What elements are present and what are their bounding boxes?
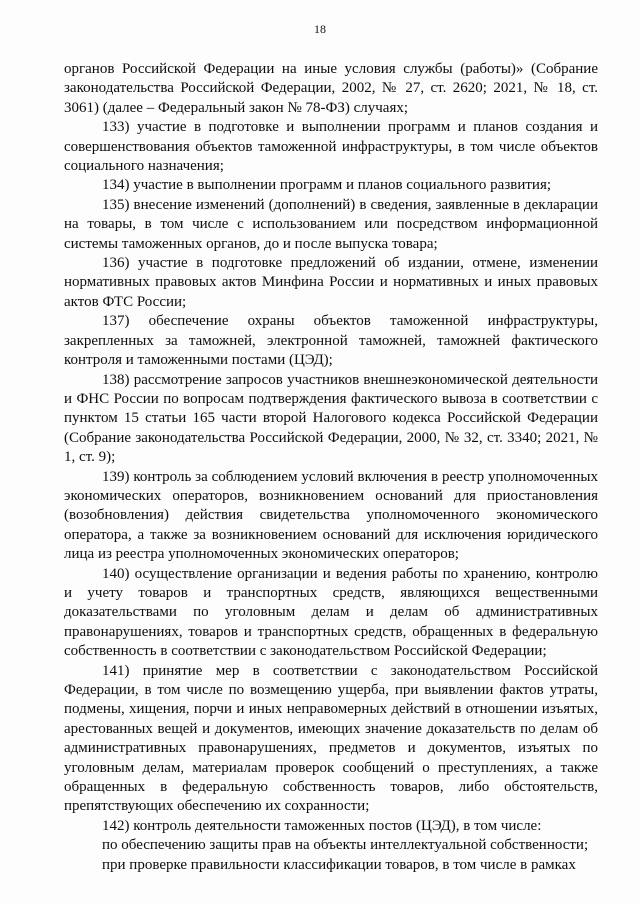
paragraph-subitem-classification: при проверке правильности классификации товаров, в том числе в рамках bbox=[102, 856, 576, 873]
paragraph-item-134: 134) участие в выполнении программ и планов социального развития; bbox=[102, 177, 552, 194]
paragraph-item-140: 140) осуществление организации и ведения работы по хранению, контролю и учету товаров и транспортных средств, являющихся вещественными доказательствами по уголовным делам и делам об административных правонарушениях, товаров и транспортных средств, обращенных в федеральную собственность в соответствии с законодательством Российской Федерации; bbox=[64, 565, 598, 660]
paragraph-item-136: 136) участие в подготовке предложений об издании, отмене, изменении нормативных правовых актов Минфина России и нормативных и иных правовых актов ФТС России; bbox=[64, 255, 598, 310]
document-body bbox=[64, 60, 598, 875]
paragraph-item-137: 137) обеспечение охраны объектов таможенной инфраструктуры, закрепленных за таможней, электронной таможней, таможней фактического контроля и таможенными постами (ЦЭД); bbox=[64, 313, 598, 369]
paragraph-item-138: 138) рассмотрение запросов участников внешнеэкономической деятельности и ФНС России по вопросам подтверждения фактического вывоза в соответствии с пунктом 15 статьи 165 части второй Налогового кодекса Российской Федерации (Собрание законодательства Российской Федерации, 2000, № 32, ст. 3340; 2021, № 1, ст. 9); bbox=[64, 371, 598, 466]
page-number: 18 bbox=[314, 22, 326, 36]
paragraph-item-142: 142) контроль деятельности таможенных постов (ЦЭД), в том числе: bbox=[102, 817, 542, 834]
paragraph-subitem-intellectual-property: по обеспечению защиты прав на объекты интеллектуальной собственности; bbox=[102, 837, 589, 854]
paragraph-item-139: 139) контроль за соблюдением условий включения в реестр уполномоченных экономических операторов, возникновением оснований для приостановления (возобновления) действия свидетельства уполномоченного экономического оператора, а также за возникновением оснований для исключения юридического лица из реестра уполномоченных экономических операторов; bbox=[64, 468, 598, 563]
paragraph-continuation: органов Российской Федерации на иные условия службы (работы)» (Собрание законодательства Российской Федерации, 2002, № 27, ст. 2620; 2021, № 18, ст. 3061) (далее – Федеральный закон № 78-ФЗ) случаях; bbox=[64, 61, 598, 116]
paragraph-item-135: 135) внесение изменений (дополнений) в сведения, заявленные в декларации на товары, в том числе с использованием или посредством информационной системы таможенных органов, до и после выпуска товара; bbox=[64, 196, 598, 252]
paragraph-item-141: 141) принятие мер в соответствии с законодательством Российской Федерации, в том числе по возмещению ущерба, при выявлении фактов утраты, подмены, хищения, порчи и иных неправомерных действий в отношении изъятых, арестованных вещей и документов, имеющих значение доказательств по делам об административных правонарушениях, предметов и документов, изъятых по уголовным делам, материалам проверок сообщений о преступлениях, а также обращенных в федеральную собственность товаров, либо обстоятельств, препятствующих обеспечению их сохранности; bbox=[64, 662, 598, 815]
paragraph-item-133: 133) участие в подготовке и выполнении программ и планов создания и совершенствования объектов таможенной инфраструктуры, в том числе объектов социального назначения; bbox=[64, 119, 598, 175]
